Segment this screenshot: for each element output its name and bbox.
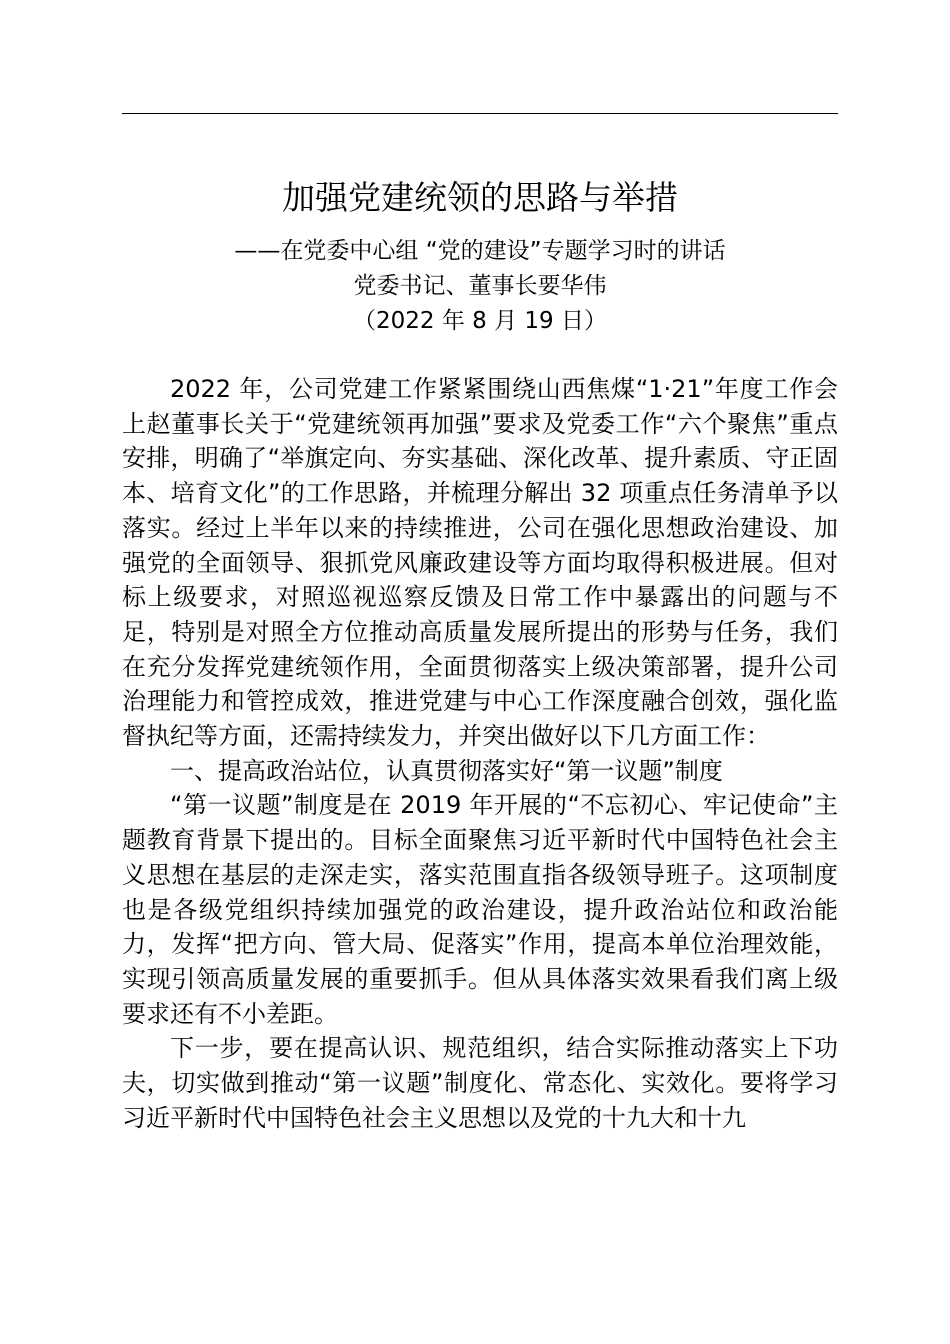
document-date: （2022 年 8 月 19 日）: [353, 308, 607, 334]
section-heading-1: 一、提高政治站位，认真贯彻落实好“第一议题”制度: [170, 756, 723, 785]
document-subtitle: ——在党委中心组 “党的建设”专题学习时的讲话: [234, 238, 726, 264]
header-rule: [122, 113, 838, 114]
document-author: 党委书记、董事长要华伟: [353, 273, 607, 299]
document-body: [122, 372, 838, 1135]
paragraph-intro: 2022 年，公司党建工作紧紧围绕山西焦煤“1·21”年度工作会上赵董事长关于“党建统领再加强”要求及党委工作“六个聚焦”重点安排，明确了“举旗定向、夯实基础、深化改革、提升素质、守正固本、培育文化”的工作思路，并梳理分解出 32 项重点任务清单予以落实。经过上半年以来的持续推进，公司在强化思想政治建设、加强党的全面领导、狠抓党风廉政建设等方面均取得积极进展。但对标上级要求，对照巡视巡察反馈及日常工作中暴露出的问题与不足，特别是对照全方位推动高质量发展所提出的形势与任务，我们在充分发挥党建统领作用，全面贯彻落实上级决策部署，提升公司治理能力和管控成效，推进党建与中心工作深度融合创效，强化监督执纪等方面，还需持续发力，并突出做好以下几方面工作：: [122, 375, 838, 751]
paragraph-first-topic: “第一议题”制度是在 2019 年开展的“不忘初心、牢记使命”主题教育背景下提出的。目标全面聚焦习近平新时代中国特色社会主义思想在基层的走深走实，落实范围直指各级领导班子。这项制度也是各级党组织持续加强党的政治建设，提升政治站位和政治能力，发挥“把方向、管大局、促落实”作用，提高本单位治理效能，实现引领高质量发展的重要抓手。但从具体落实效果看我们离上级要求还有不小差距。: [122, 791, 838, 1028]
document-title: 加强党建统领的思路与举措: [282, 178, 678, 217]
paragraph-next-step: 下一步，要在提高认识、规范组织，结合实际推动落实上下功夫，切实做到推动“第一议题”制度化、常态化、实效化。要将学习习近平新时代中国特色社会主义思想以及党的十九大和十九: [122, 1034, 838, 1132]
